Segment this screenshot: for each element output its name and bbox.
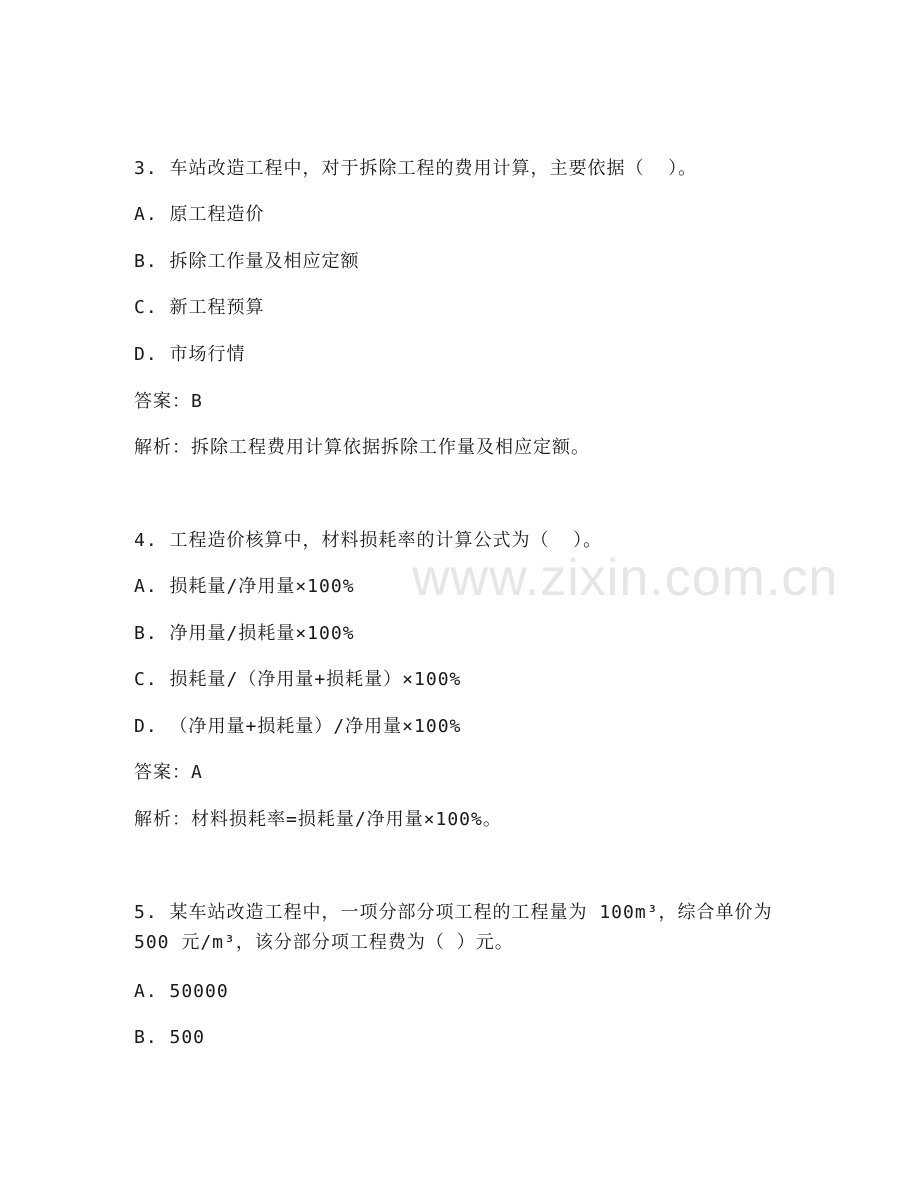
question-5-option-b: B. 500 <box>134 1027 206 1048</box>
question-4-option-a: A. 损耗量/净用量×100% <box>134 576 355 597</box>
question-4-answer: 答案：A <box>134 762 203 783</box>
question-4-explanation: 解析：材料损耗率=损耗量/净用量×100%。 <box>134 809 502 830</box>
question-3-option-a: A. 原工程造价 <box>134 204 265 225</box>
watermark: www.zixin.com.cn <box>412 549 839 607</box>
question-4-text: 4. 工程造价核算中，材料损耗率的计算公式为（ ）。 <box>134 530 603 551</box>
question-3-answer: 答案：B <box>134 391 203 412</box>
question-3-text: 3. 车站改造工程中，对于拆除工程的费用计算，主要依据（ ）。 <box>134 158 698 179</box>
question-4-option-c: C. 损耗量/（净用量+损耗量）×100% <box>134 669 462 690</box>
question-5-option-a: A. 50000 <box>134 981 229 1002</box>
question-4-option-d: D. （净用量+损耗量）/净用量×100% <box>134 716 462 737</box>
question-3-explanation: 解析：拆除工程费用计算依据拆除工作量及相应定额。 <box>134 437 590 458</box>
question-5-text: 5. 某车站改造工程中，一项分部分项工程的工程量为 100m³，综合单价为 500 元/m³，该分部分项工程费为（ ）元。 <box>134 902 773 953</box>
question-3-option-d: D. 市场行情 <box>134 344 246 365</box>
question-3-option-c: C. 新工程预算 <box>134 297 265 318</box>
question-4-option-b: B. 净用量/损耗量×100% <box>134 623 355 644</box>
question-3-option-b: B. 拆除工作量及相应定额 <box>134 251 360 272</box>
